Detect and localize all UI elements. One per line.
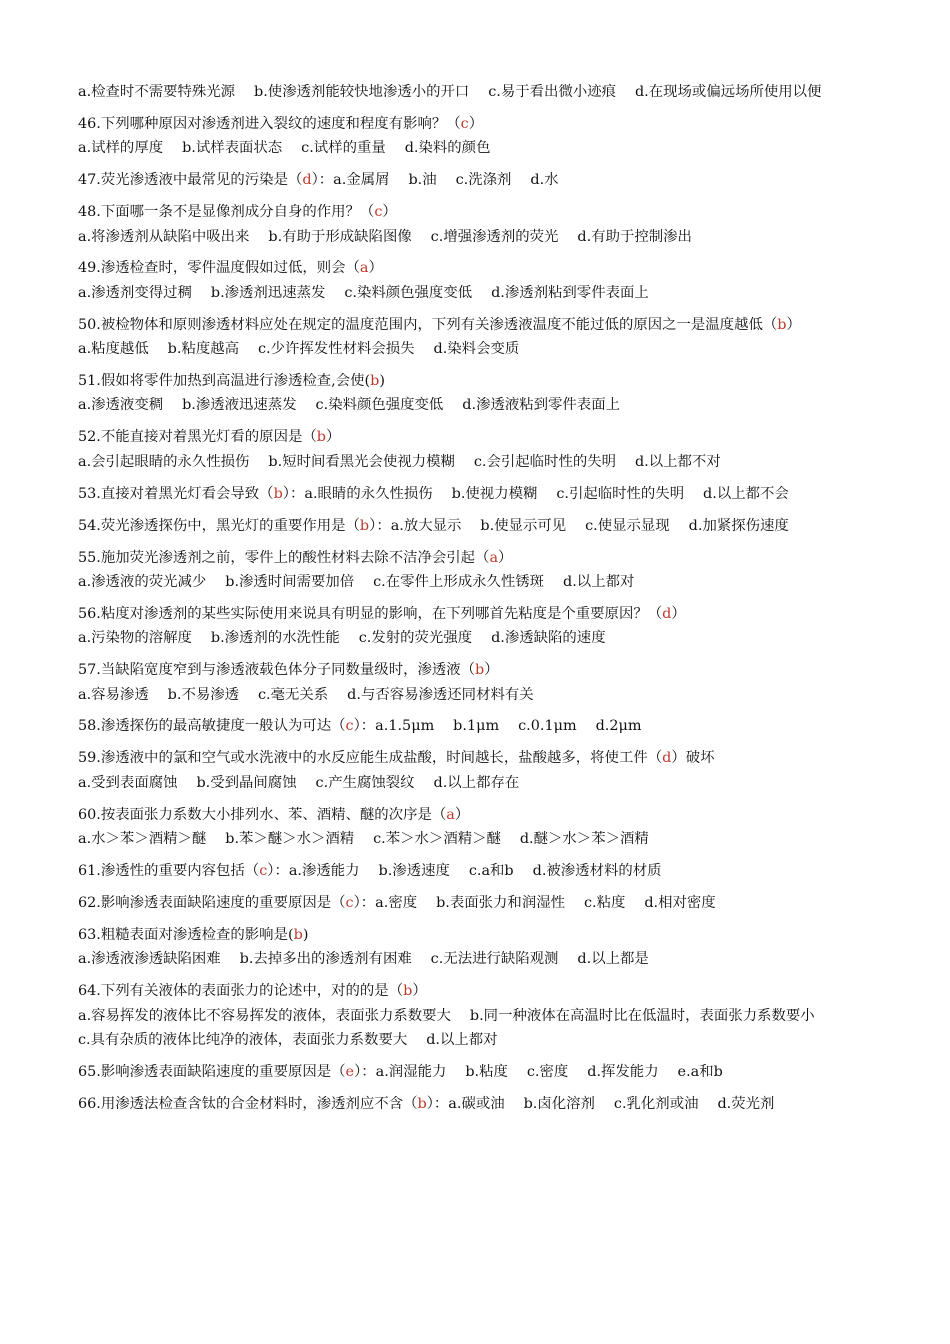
question-line xyxy=(78,746,870,770)
text-run: ) xyxy=(379,373,385,390)
text-run: 56.粘度对渗透剂的某些实际使用来说具有明显的影响，在下列哪首先粘度是个重要原因？（ xyxy=(78,605,663,622)
answer-key: b xyxy=(403,983,413,1000)
text-run: a.渗透剂变得过稠 b.渗透剂迅速蒸发 c.染料颜色强度变低 d.渗透剂粘到零件表面上 xyxy=(78,284,649,301)
options-line xyxy=(78,225,870,249)
text-run: 57.当缺陷宽度窄到与渗透液载色体分子同数量级时，渗透液（ xyxy=(78,662,476,679)
text-run: a.容易挥发的液体比不容易挥发的液体，表面张力系数要大 b.同一种液体在高温时比在低温时，表面张力系数要小 xyxy=(78,1007,815,1024)
text-run: ）：a.放大显示 b.使显示可见 c.使显示显现 d.加紧探伤速度 xyxy=(369,517,789,534)
text-run: 52.不能直接对着黑光灯看的原因是（ xyxy=(78,429,317,446)
text-run: 53.直接对着黑光灯看会导致（ xyxy=(78,485,274,502)
options-line xyxy=(78,827,870,851)
text-run: ） xyxy=(671,605,686,622)
question-line xyxy=(78,514,870,538)
text-run: a.将渗透剂从缺陷中吸出来 b.有助于形成缺陷图像 c.增强渗透剂的荧光 d.有助于控制渗出 xyxy=(78,228,692,245)
text-run: 64.下列有关液体的表面张力的论述中，对的的是（ xyxy=(78,983,404,1000)
answer-key: d xyxy=(662,605,672,622)
text-run: ) xyxy=(302,926,309,943)
question-line xyxy=(78,425,870,449)
options-line xyxy=(78,393,870,417)
text-run: 62.影响渗透表面缺陷速度的重要原因是（ xyxy=(78,894,346,911)
text-run: ） xyxy=(454,806,470,823)
text-run: ）破坏 xyxy=(671,750,715,767)
answer-key: c xyxy=(374,204,383,221)
answer-key: c xyxy=(345,894,354,911)
options-line xyxy=(78,136,870,160)
options-line xyxy=(78,947,870,971)
answer-key: d xyxy=(662,750,672,767)
text-run: ）：a.金属屑 b.油 c.洗涤剂 d.水 xyxy=(311,172,559,189)
text-run: 59.渗透液中的氯和空气或水洗液中的水反应能生成盐酸，时间越长，盐酸越多，将使工件（ xyxy=(78,750,663,767)
answer-key: b xyxy=(316,429,326,446)
text-run: ）：a.碳或油 b.卤化溶剂 c.乳化剂或油 d.荧光剂 xyxy=(426,1095,775,1112)
question-line xyxy=(78,859,870,883)
answer-key: c xyxy=(259,862,268,879)
text-run: ） xyxy=(484,662,499,679)
answer-key: a xyxy=(489,549,499,566)
question-line xyxy=(78,803,870,827)
text-run: ）：a.眼睛的永久性损伤 b.使视力模糊 c.引起临时性的失明 d.以上都不会 xyxy=(282,485,789,502)
text-run: ） xyxy=(468,115,484,132)
text-run: a.渗透液的荧光减少 b.渗透时间需要加倍 c.在零件上形成永久性锈斑 d.以上都对 xyxy=(78,573,635,590)
text-run: 47.荧光渗透液中最常见的污染是（ xyxy=(78,172,303,189)
text-run: 65.影响渗透表面缺陷速度的重要原因是（ xyxy=(78,1063,346,1080)
options-line xyxy=(78,450,870,474)
text-run: ） xyxy=(412,983,427,1000)
answer-key: a xyxy=(359,260,369,277)
answer-key: b xyxy=(475,662,485,679)
text-run: 49.渗透检查时，零件温度假如过低，则会（ xyxy=(78,260,360,277)
question-line xyxy=(78,658,870,682)
answer-key: b xyxy=(293,926,303,943)
question-line xyxy=(78,256,870,280)
text-run: ） xyxy=(498,549,513,566)
answer-key: a xyxy=(446,806,455,823)
question-line xyxy=(78,313,870,337)
text-run: a.受到表面腐蚀 b.受到晶间腐蚀 c.产生腐蚀裂纹 d.以上都存在 xyxy=(78,774,520,791)
options-line xyxy=(78,626,870,650)
text-run: ） xyxy=(368,260,383,277)
text-run: a.渗透液渗透缺陷困难 b.去掉多出的渗透剂有困难 c.无法进行缺陷观测 d.以上都是 xyxy=(78,951,649,968)
question-line xyxy=(78,891,870,915)
text-run: ） xyxy=(382,204,397,221)
text-run: ） xyxy=(786,316,801,333)
answer-key: b xyxy=(273,485,283,502)
text-run: a.渗透液变稠 b.渗透液迅速蒸发 c.染料颜色强度变低 d.渗透液粘到零件表面上 xyxy=(78,397,620,414)
question-line xyxy=(78,923,870,947)
options-line xyxy=(78,683,870,707)
question-line xyxy=(78,602,870,626)
answer-key: b xyxy=(417,1095,427,1112)
text-run: a.粘度越低 b.粘度越高 c.少许挥发性材料会损失 d.染料会变质 xyxy=(78,341,520,358)
text-run: 60.按表面张力系数大小排列水、苯、酒精、醚的次序是（ xyxy=(78,806,447,823)
question-line xyxy=(78,200,870,224)
question-line xyxy=(78,112,870,136)
answer-key: b xyxy=(777,316,787,333)
text-run: a.试样的厚度 b.试样表面状态 c.试样的重量 d.染料的颜色 xyxy=(78,140,491,157)
document-body xyxy=(78,80,870,1116)
text-run: 50.被检物体和原则渗透材料应处在规定的温度范围内，下列有关渗透液温度不能过低的原因之一是温度越低（ xyxy=(78,316,778,333)
text-run: a.污染物的溶解度 b.渗透剂的水洗性能 c.发射的荧光强度 d.渗透缺陷的速度 xyxy=(78,630,606,647)
answer-key: c xyxy=(460,115,469,132)
text-run: 55.施加荧光渗透剂之前，零件上的酸性材料去除不洁净会引起（ xyxy=(78,549,490,566)
text-run: 66.用渗透法检查含钛的合金材料时，渗透剂应不含（ xyxy=(78,1095,418,1112)
text-run: a.会引起眼睛的永久性损伤 b.短时间看黑光会使视力模糊 c.会引起临时性的失明 d.以上都不对 xyxy=(78,453,721,470)
text-run: ）：a.密度 b.表面张力和润湿性 c.粘度 d.相对密度 xyxy=(353,894,716,911)
text-run: a.容易渗透 b.不易渗透 c.毫无关系 d.与否容易渗透还同材料有关 xyxy=(78,686,534,703)
question-line xyxy=(78,1092,870,1116)
options-line xyxy=(78,570,870,594)
text-run: a.水＞苯＞酒精＞醚 b.苯＞醚＞水＞酒精 c.苯＞水＞酒精＞醚 d.醚＞水＞苯＞酒精 xyxy=(78,831,649,848)
text-run: ）：a.润湿能力 b.粘度 c.密度 d.挥发能力 e.a和b xyxy=(354,1063,723,1080)
text-run: c.具有杂质的液体比纯净的液体，表面张力系数要大 d.以上都对 xyxy=(78,1031,498,1048)
question-line xyxy=(78,714,870,738)
options-line xyxy=(78,1004,870,1028)
text-run: 51.假如将零件加热到高温进行渗透检查,会使( xyxy=(78,373,371,390)
question-line xyxy=(78,546,870,570)
text-run: ）：a.渗透能力 b.渗透速度 c.a和b d.被渗透材料的材质 xyxy=(267,862,662,879)
text-run: 58.渗透探伤的最高敏捷度一般认为可达（ xyxy=(78,718,346,735)
question-line xyxy=(78,482,870,506)
text-run: 63.粗糙表面对渗透检查的影响是( xyxy=(78,926,294,943)
text-run: 46.下列哪种原因对渗透剂进入裂纹的速度和程度有影响？（ xyxy=(78,115,461,132)
text-run: a.检查时不需要特殊光源 b.使渗透剂能较快地渗透小的开口 c.易于看出微小迹痕 d.在现场或偏远场所使用以便 xyxy=(78,84,822,100)
options-line xyxy=(78,281,870,305)
answer-key: b xyxy=(359,517,370,534)
question-line xyxy=(78,369,870,393)
answer-key: b xyxy=(370,373,380,390)
text-run: ）：a.1.5μm b.1μm c.0.1μm d.2μm xyxy=(353,718,642,735)
text-run: 61.渗透性的重要内容包括（ xyxy=(78,862,260,879)
options-line xyxy=(78,337,870,361)
question-line xyxy=(78,80,870,104)
question-line xyxy=(78,1060,870,1084)
question-line xyxy=(78,168,870,192)
question-line xyxy=(78,979,870,1003)
text-run: 54.荧光渗透探伤中，黑光灯的重要作用是（ xyxy=(78,517,360,534)
answer-key: d xyxy=(302,172,312,189)
text-run: ） xyxy=(325,429,341,446)
answer-key: c xyxy=(345,718,354,735)
options-line xyxy=(78,771,870,795)
answer-key: e xyxy=(345,1063,355,1080)
options-line xyxy=(78,1028,870,1052)
text-run: 48.下面哪一条不是显像剂成分自身的作用？（ xyxy=(78,204,375,221)
